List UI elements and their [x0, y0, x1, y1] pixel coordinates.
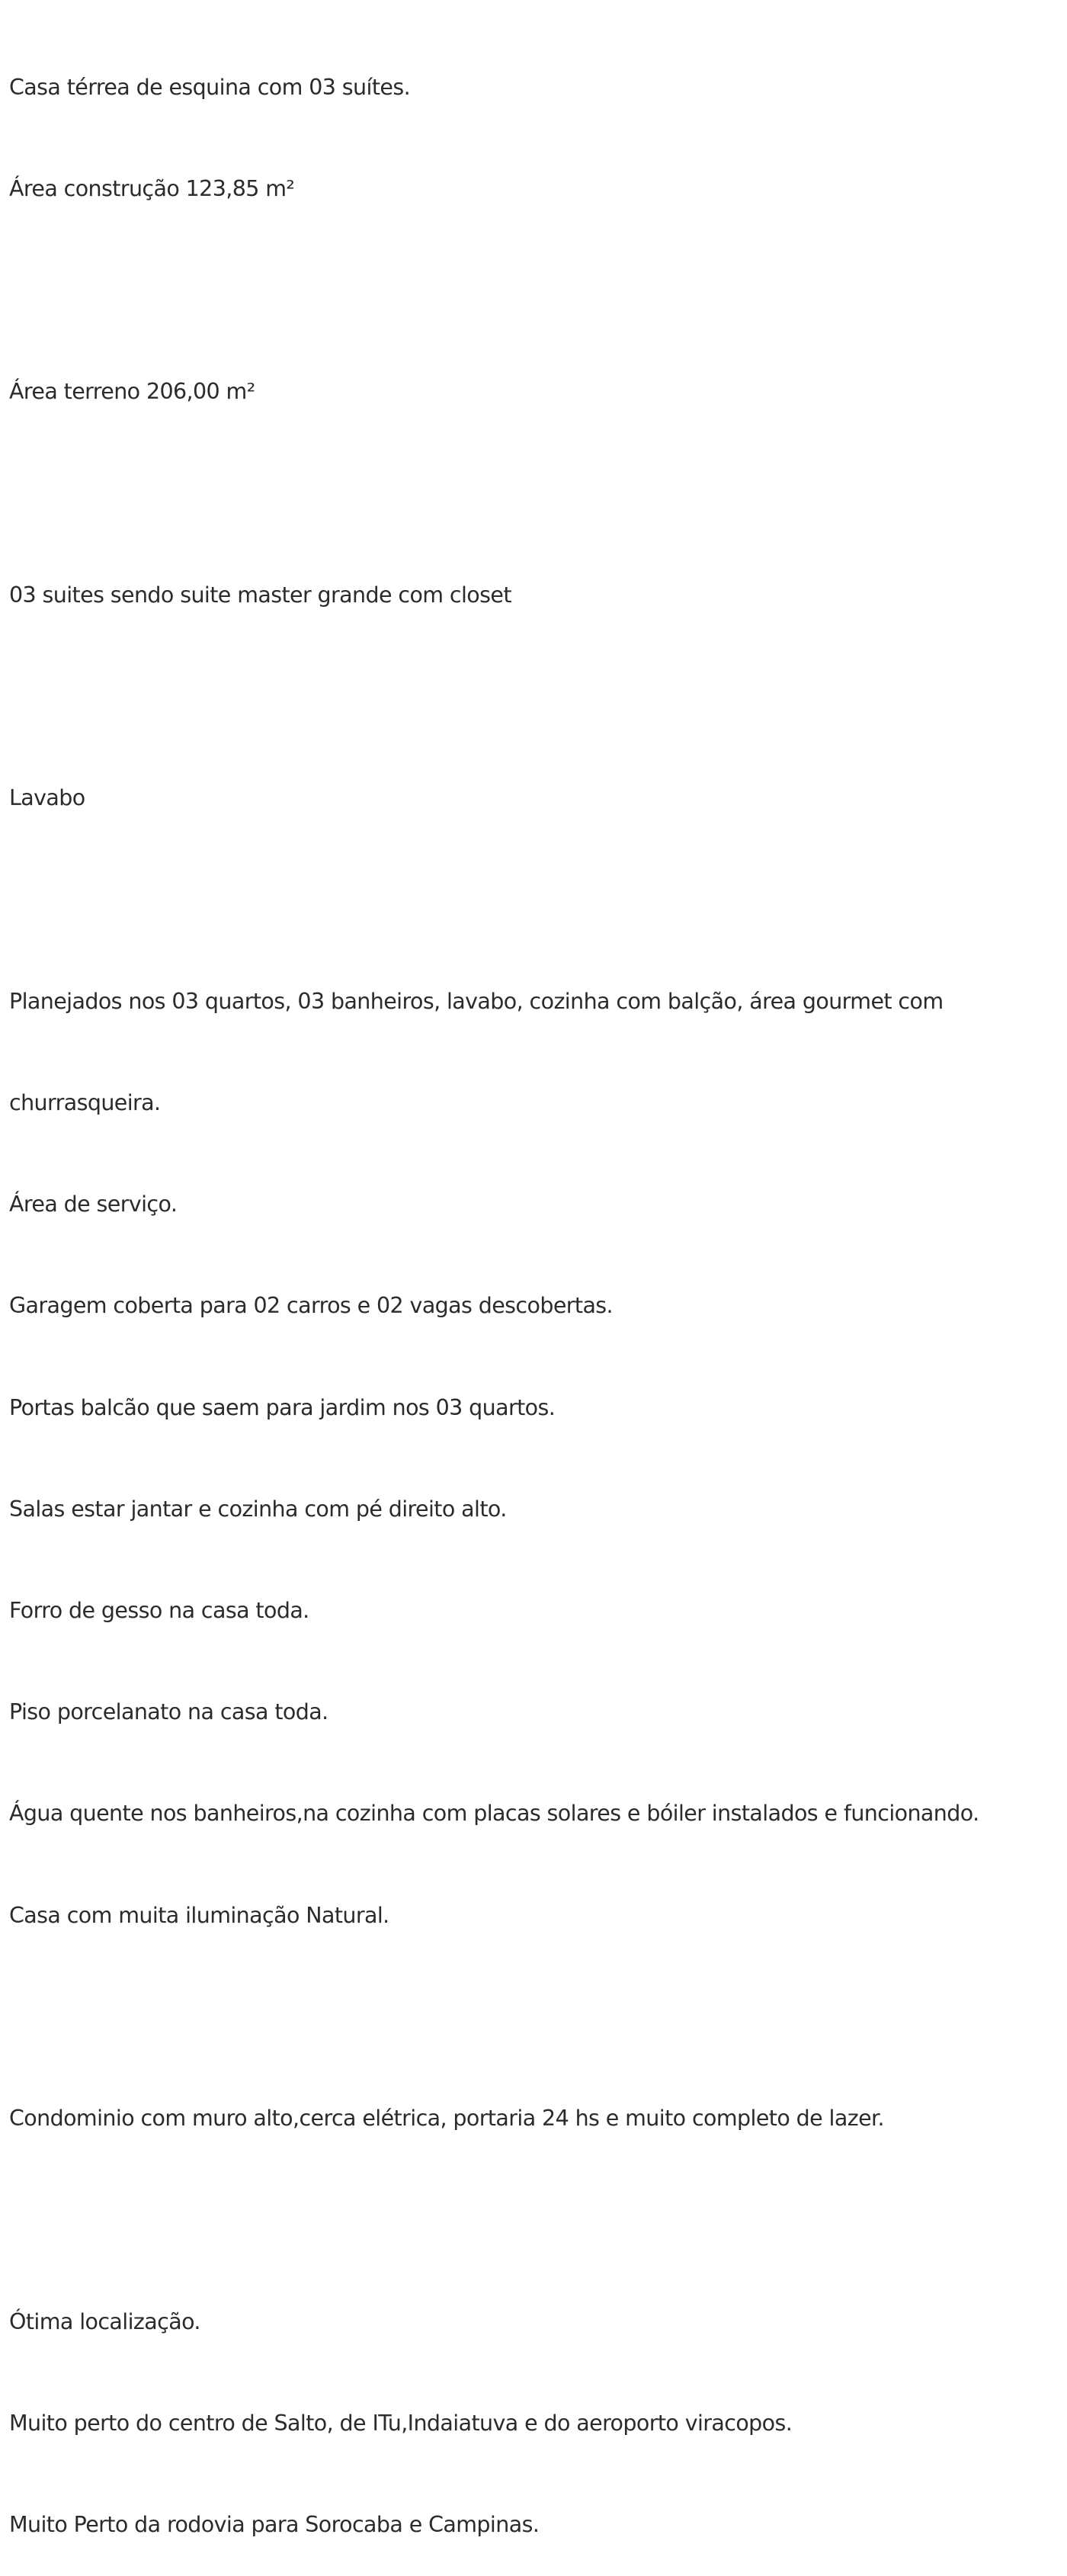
- text-line-18: Água quente nos banheiros,na cozinha com placas solares e bóiler instalados e funcionando.: [9, 1801, 979, 1827]
- text-line-15: Salas estar jantar e cozinha com pé direito alto.: [9, 1496, 507, 1522]
- blank-line: [9, 2000, 1061, 2034]
- text-line-25: Muito Perto da rodovia para Sorocaba e Campinas.: [9, 2511, 540, 2537]
- text-line-6: 03 suites sendo suite master grande com closet: [9, 582, 511, 608]
- text-line-1: Casa térrea de esquina com 03 suítes.: [9, 74, 411, 100]
- text-line-23: Ótima localização.: [9, 2308, 200, 2334]
- listing-description: [9, 3, 1061, 2576]
- text-line-10: Planejados nos 03 quartos, 03 banheiros, lavabo, cozinha com balção, área gourmet com: [9, 988, 944, 1014]
- text-line-14: Portas balcão que saem para jardim nos 03 quartos.: [9, 1394, 556, 1420]
- text-line-4: Área terreno 206,00 m²: [9, 379, 255, 405]
- blank-line: [9, 2203, 1061, 2237]
- text-line-17: Piso porcelanato na casa toda.: [9, 1699, 328, 1725]
- text-line-24: Muito perto do centro de Salto, de ITu,Indaiatuva e do aeroporto viracopos.: [9, 2410, 793, 2436]
- text-line-13: Garagem coberta para 02 carros e 02 vagas descobertas.: [9, 1293, 614, 1319]
- blank-line: [9, 884, 1061, 917]
- text-line-12: Área de serviço.: [9, 1192, 178, 1217]
- text-line-16: Forro de gesso na casa toda.: [9, 1598, 309, 1624]
- text-line-21: Condominio com muro alto,cerca elétrica, portaria 24 hs e muito completo de lazer.: [9, 2106, 884, 2132]
- blank-line: [9, 274, 1061, 307]
- blank-line: [9, 477, 1061, 511]
- text-line-2: Área construção 123,85 m²: [9, 176, 295, 202]
- blank-line: [9, 680, 1061, 714]
- text-line-11: churrasqueira.: [9, 1089, 161, 1115]
- text-line-8: Lavabo: [9, 785, 85, 811]
- text-line-19: Casa com muita iluminação Natural.: [9, 1902, 389, 1928]
